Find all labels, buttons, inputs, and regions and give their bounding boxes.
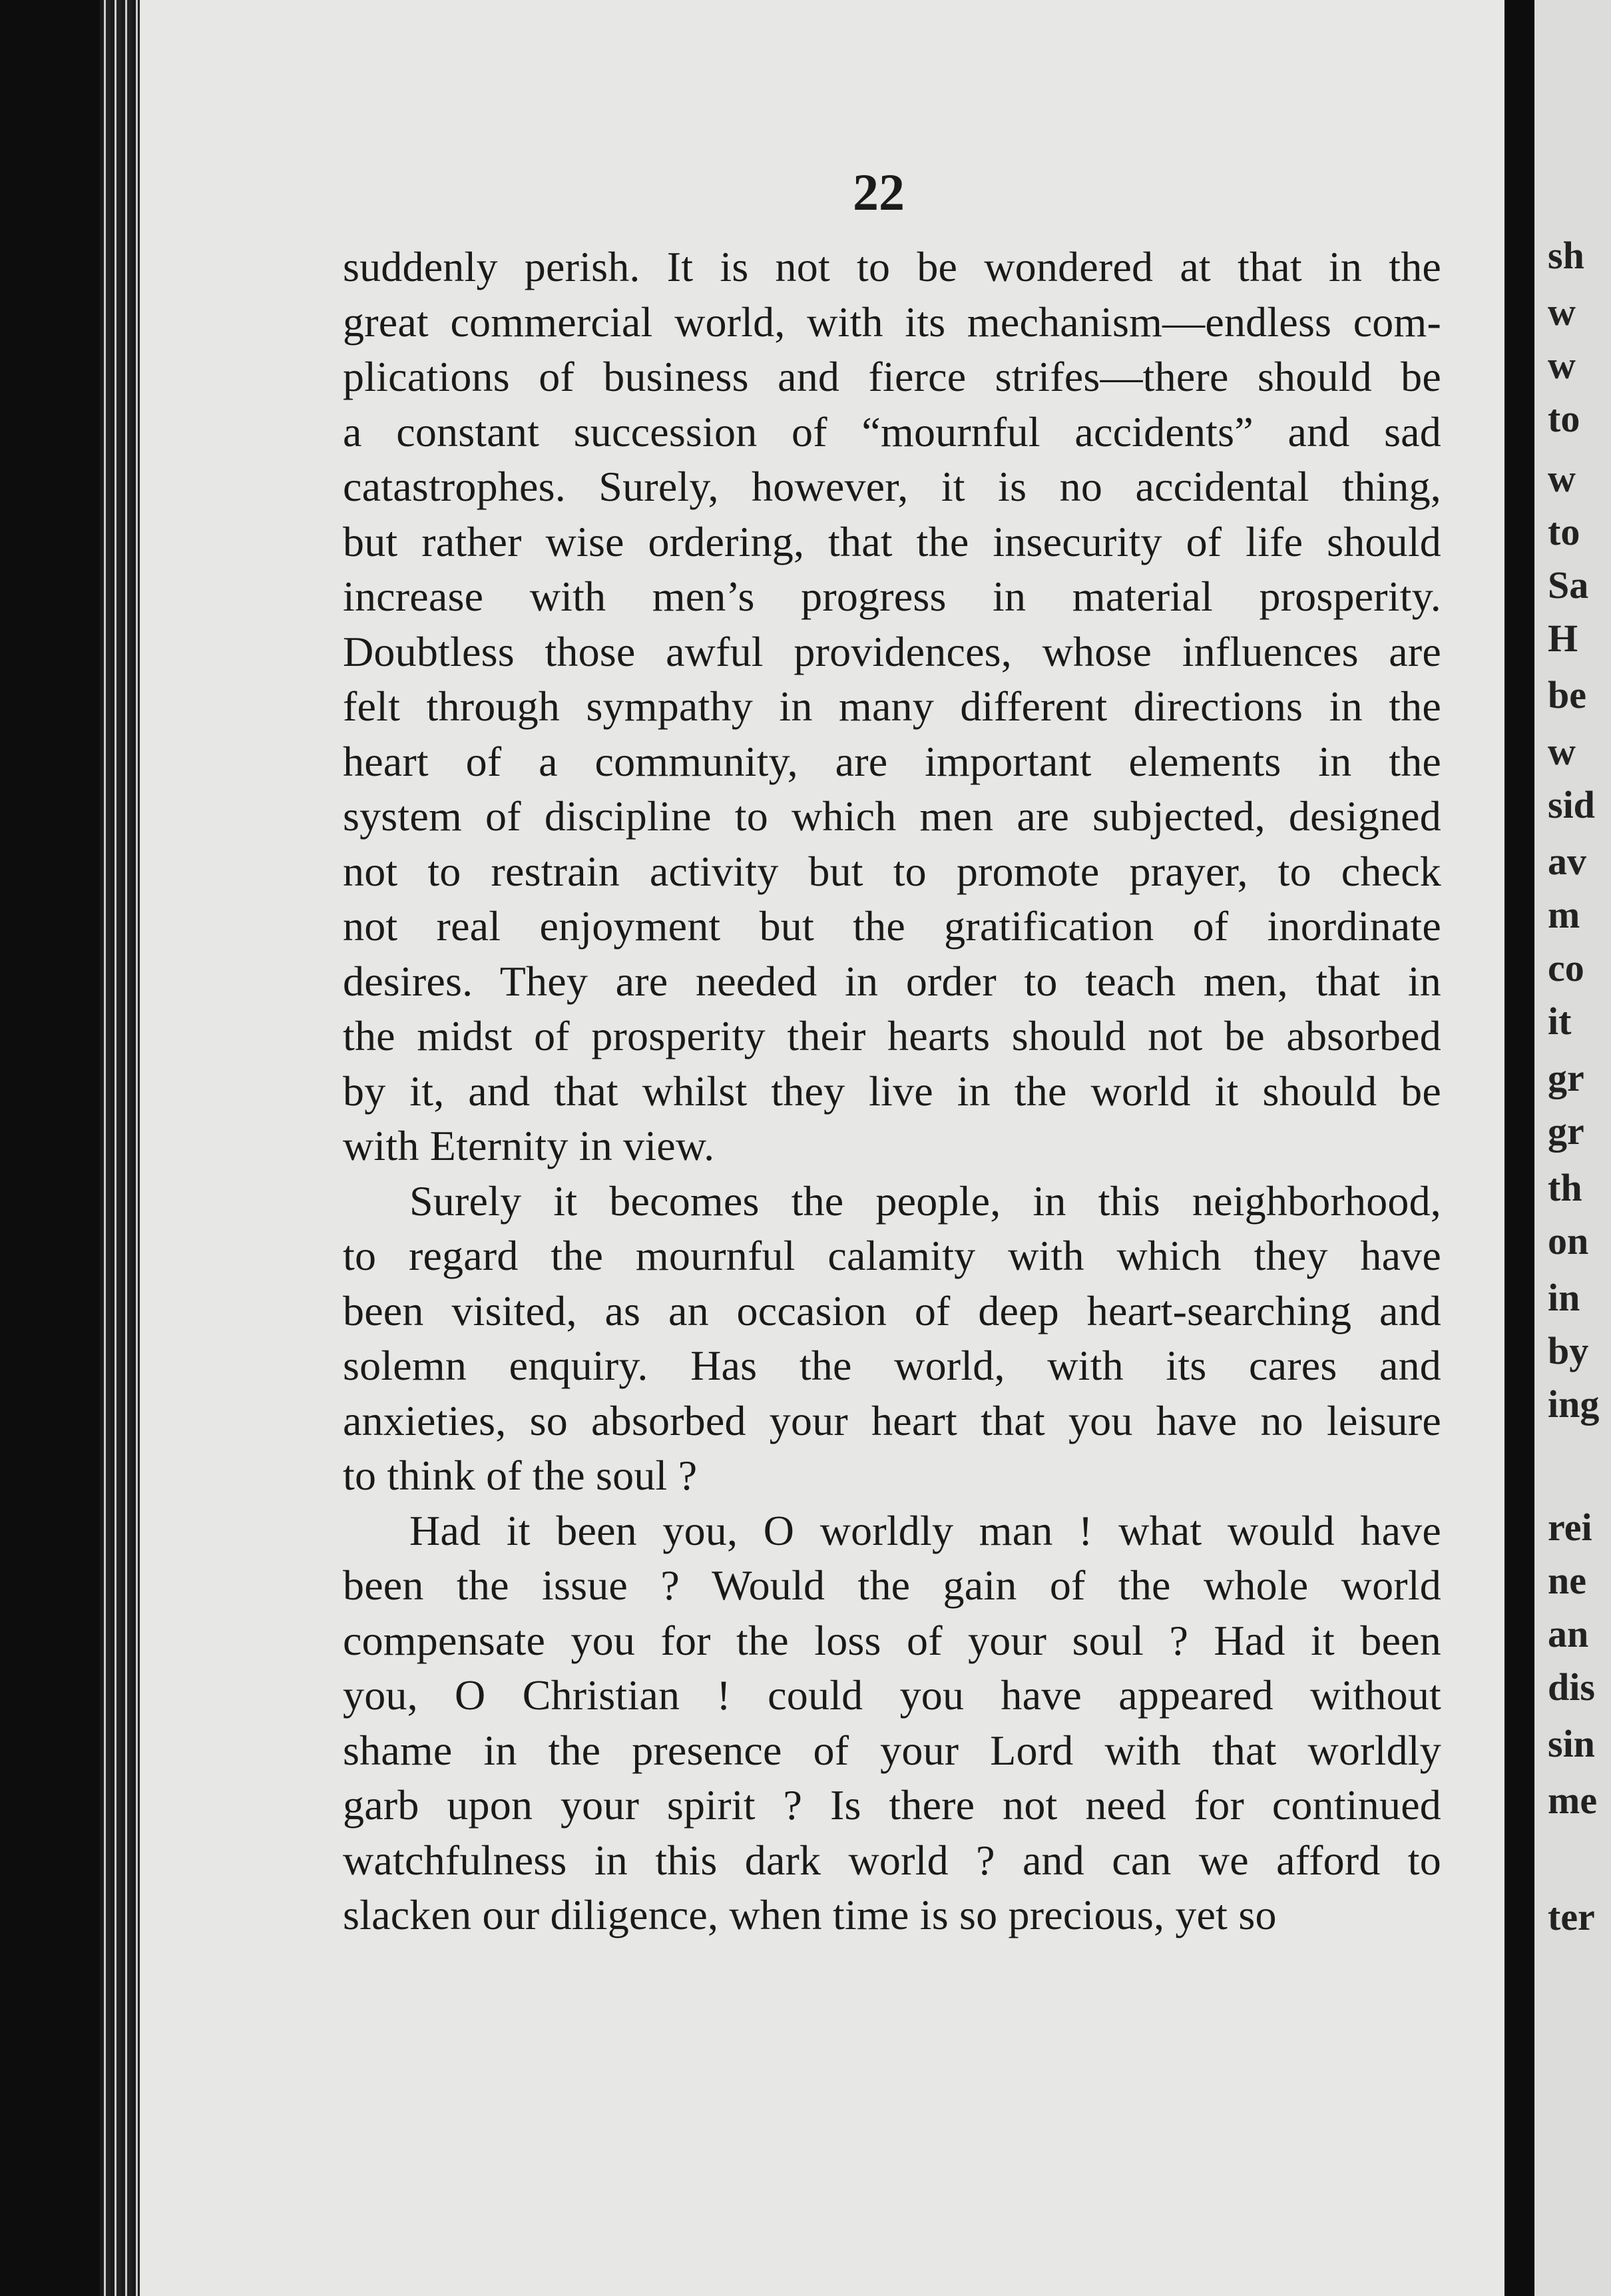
text-line: with Eternity in view. (343, 1122, 715, 1169)
adjacent-page-fragment: dis (1548, 1665, 1595, 1709)
adjacent-page-fragment: co (1548, 946, 1584, 990)
text-line: to regard the mournful calamity with which they have (343, 1232, 1441, 1279)
adjacent-page-fragment: ne (1548, 1559, 1586, 1602)
text-line: been the issue ? Would the gain of the whole world (343, 1562, 1441, 1609)
text-line: not real enjoyment but the gratification of inordinate (343, 902, 1441, 950)
adjacent-page-fragment: ter (1548, 1895, 1595, 1938)
adjacent-page-fragment: it (1548, 1000, 1572, 1043)
text-line: increase with men’s progress in material prosperity. (343, 573, 1441, 620)
adjacent-page-fragment: w (1548, 730, 1576, 773)
text-line: great commercial world, with its mechanism—endless com- (343, 298, 1441, 346)
adjacent-page-fragment: sid (1548, 783, 1595, 826)
text-line: catastrophes. Surely, however, it is no accidental thing, (343, 463, 1441, 510)
adjacent-page-fragment: m (1548, 893, 1580, 936)
text-line: anxieties, so absorbed your heart that you have no leisure (343, 1396, 1441, 1444)
adjacent-page-fragment: sh (1548, 234, 1584, 277)
text-line: garb upon your spirit ? Is there not need for continued (343, 1781, 1441, 1829)
text-line: plications of business and fierce strifes—there should be (343, 353, 1441, 400)
paragraph (343, 1174, 1441, 1504)
page-body-text (343, 240, 1441, 1943)
adjacent-page-fragment: to (1548, 510, 1580, 553)
adjacent-page-fragment: av (1548, 840, 1586, 883)
adjacent-page-fragment: sin (1548, 1722, 1595, 1765)
text-line: slacken our diligence, when time is so precious, yet so (343, 1891, 1277, 1938)
adjacent-page-fragment: rei (1548, 1506, 1592, 1549)
adjacent-page-fragment: w (1548, 290, 1576, 334)
text-line: Surely it becomes the people, in this neighborhood, (409, 1177, 1441, 1225)
adjacent-page-fragment: in (1548, 1276, 1580, 1319)
adjacent-page-fragment: w (1548, 344, 1576, 387)
text-line: Had it been you, O worldly man ! what would have (409, 1506, 1441, 1554)
text-line: you, O Christian ! could you have appeared without (343, 1671, 1441, 1719)
adjacent-page-fragment: gr (1548, 1056, 1584, 1099)
text-line: shame in the presence of your Lord with that worldly (343, 1726, 1441, 1774)
adjacent-page-fragment: me (1548, 1779, 1598, 1822)
text-line: a constant succession of “mournful accidents” and sad (343, 408, 1441, 455)
adjacent-page-fragment: H (1548, 617, 1578, 660)
text-line: felt through sympathy in many different directions in the (343, 683, 1441, 730)
text-line: suddenly perish. It is not to be wondered at that in the (343, 243, 1441, 290)
text-line: not to restrain activity but to promote prayer, to check (343, 847, 1441, 895)
text-line: the midst of prosperity their hearts should not be absorbed (343, 1012, 1441, 1059)
text-line: desires. They are needed in order to teach men, that in (343, 957, 1441, 1005)
adjacent-page-fragment: gr (1548, 1109, 1584, 1153)
adjacent-page-fragment: th (1548, 1166, 1582, 1209)
adjacent-page-edge (1534, 0, 1611, 2296)
text-line: system of discipline to which men are subjected, designed (343, 792, 1441, 840)
adjacent-page-fragment: Sa (1548, 563, 1589, 607)
adjacent-page-fragment: be (1548, 673, 1586, 717)
adjacent-page-fragment: w (1548, 457, 1576, 500)
text-line: to think of the soul ? (343, 1452, 698, 1499)
adjacent-page-fragment: by (1548, 1329, 1589, 1372)
adjacent-page-fragment: ing (1548, 1382, 1600, 1426)
text-line: by it, and that whilst they live in the world it should be (343, 1067, 1441, 1115)
paragraph (343, 1504, 1441, 1943)
text-line: solemn enquiry. Has the world, with its cares and (343, 1342, 1441, 1389)
text-line: been visited, as an occasion of deep heart-searching and (343, 1287, 1441, 1334)
page-number: 22 (853, 163, 905, 221)
text-line: compensate you for the loss of your soul ? Had it been (343, 1616, 1441, 1664)
book-binding-edge (100, 0, 140, 2296)
paragraph (343, 240, 1441, 1174)
adjacent-page-fragment: an (1548, 1612, 1589, 1655)
text-line: but rather wise ordering, that the insecurity of life should (343, 517, 1441, 565)
text-line: watchfulness in this dark world ? and can we afford to (343, 1836, 1441, 1884)
adjacent-page-fragment: on (1548, 1219, 1589, 1263)
adjacent-page-fragment: to (1548, 397, 1580, 440)
text-line: heart of a community, are important elements in the (343, 737, 1441, 785)
text-line: Doubtless those awful providences, whose influences are (343, 627, 1441, 675)
